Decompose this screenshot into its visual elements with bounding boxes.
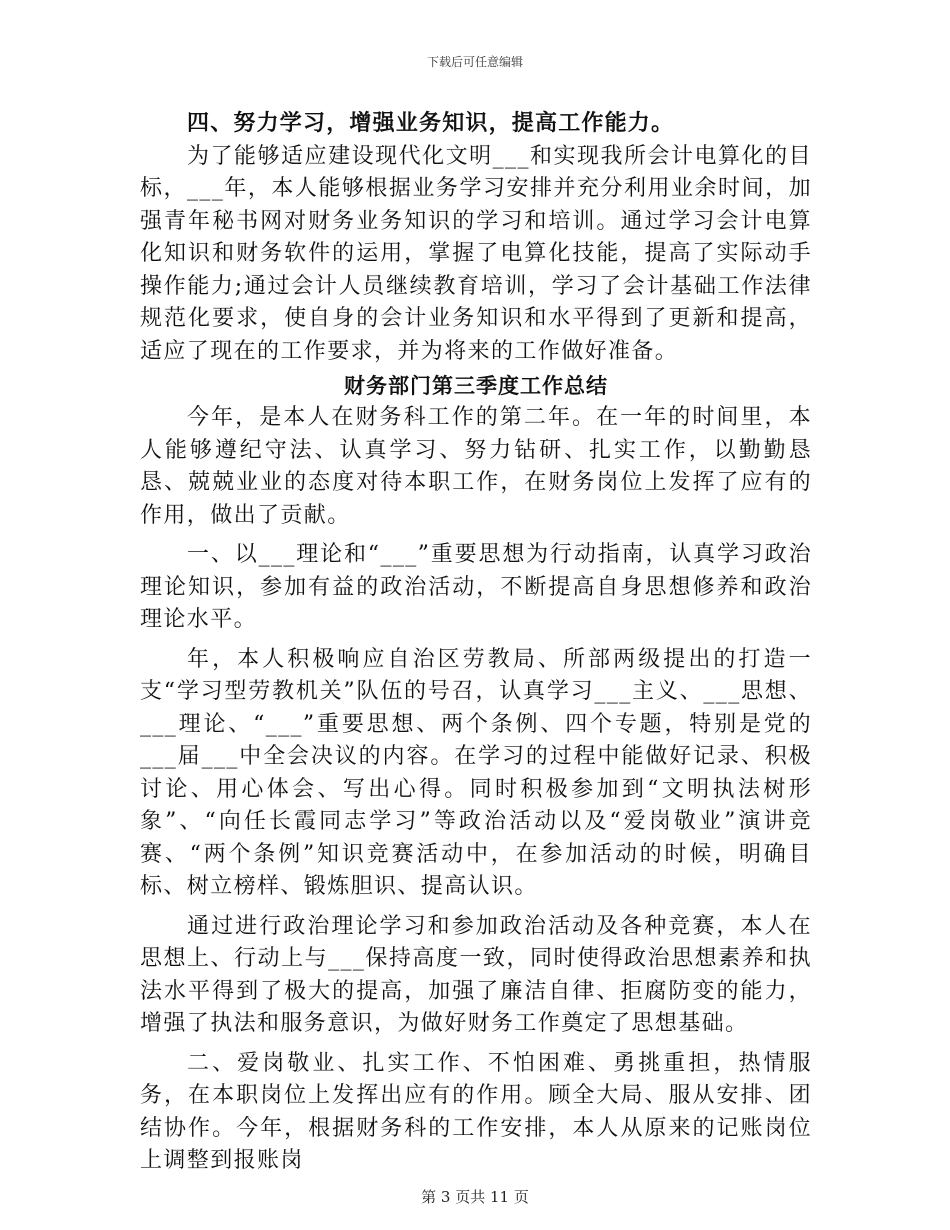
page-footer: 第 3 页共 11 页 [421, 1188, 529, 1206]
paragraph: 二、爱岗敬业、扎实工作、不怕困难、勇挑重担，热情服务，在本职岗位上发挥出应有的作用。顾全大局、服从安排、团结协作。今年，根据财务科的工作安排，本人从原来的记账岗位上调整到报账岗 [140, 1050, 812, 1173]
paragraph: 一、以___理论和“___”重要思想为行动指南，认真学习政治理论知识，参加有益的政治活动，不断提高自身思想修养和政治理论水平。 [140, 542, 812, 632]
section-heading: 四、努力学习，增强业务知识，提高工作能力。 [187, 111, 675, 136]
paragraph: 为了能够适应建设现代化文明___和实现我所会计电算化的目标，___年，本人能够根据业务学习安排并充分利用业余时间，加强青年秘书网对财务业务知识的学习和培训。通过学习会计电算化知识和财务软件的运用，掌握了电算化技能，提高了实际动手操作能力;通过会计人员继续教育培训，学习了会计基础工作法律规范化要求，使自身的会计业务知识和水平得到了更新和提高，适应了现在的工作要求，并为将来的工作做好准备。 [140, 143, 812, 364]
paragraph: 年，本人积极响应自治区劳教局、所部两级提出的打造一支“学习型劳教机关”队伍的号召，认真学习___主义、___思想、___理论、“___”重要思想、两个条例、四个专题，特别是党的___届___中全会决议的内容。在学习的过程中能做好记录、积极讨论、用心体会、写出心得。同时积极参加到“文明执法树形象”、“向任长霞同志学习”等政治活动以及“爱岗敬业”演讲竞赛、“两个条例”知识竞赛活动中，在参加活动的时候，明确目标、树立榜样、锻炼胆识、提高认识。 [140, 646, 812, 899]
paragraph: 通过进行政治理论学习和参加政治活动及各种竞赛，本人在思想上、行动上与___保持高度一致，同时使得政治思想素养和执法水平得到了极大的提高，加强了廉洁自律、拒腐防变的能力，增强了执法和服务意识，为做好财务工作奠定了思想基础。 [140, 913, 812, 1036]
document-body [140, 108, 812, 1178]
paragraph: 今年，是本人在财务科工作的第二年。在一年的时间里，本人能够遵纪守法、认真学习、努力钻研、扎实工作，以勤勤恳恳、兢兢业业的态度对待本职工作，在财务岗位上发挥了应有的作用，做出了贡献。 [140, 405, 812, 528]
document-title: 财务部门第三季度工作总结 [344, 374, 608, 398]
page-header: 下载后可任意编辑 [426, 55, 523, 69]
